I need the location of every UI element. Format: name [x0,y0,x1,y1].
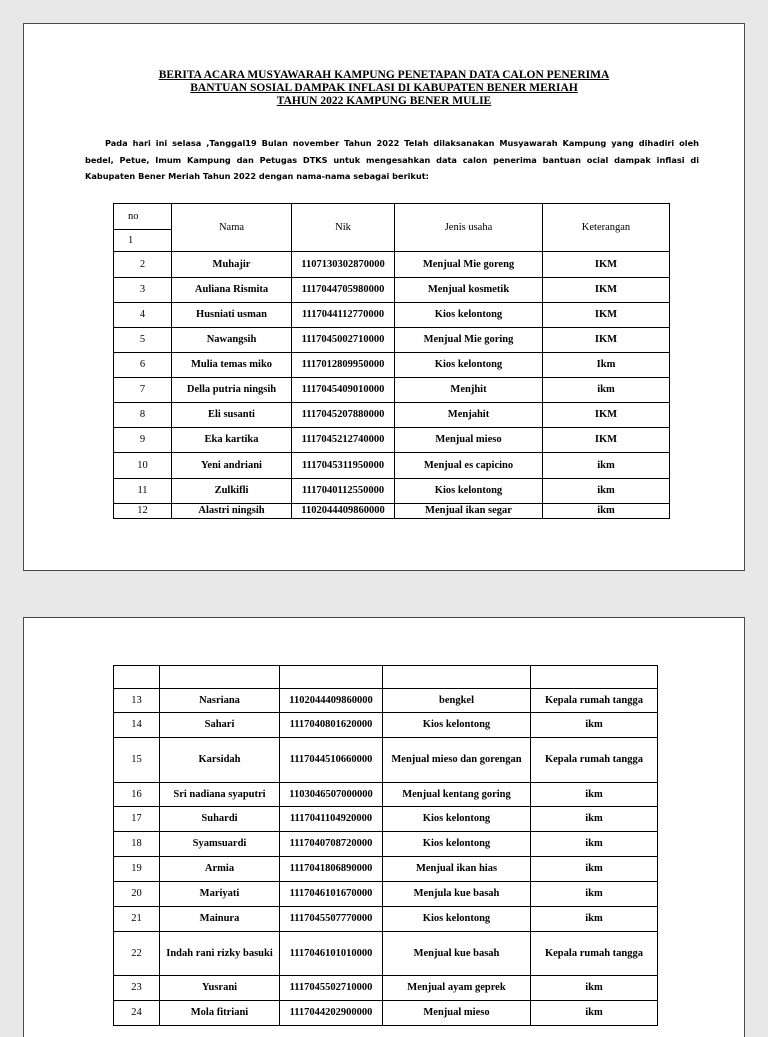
row-keterangan: ikm [543,479,670,504]
table-row [114,832,658,857]
header-jenis-usaha: Jenis usaha [395,204,543,252]
row-number: 1 [114,230,172,252]
row-keterangan: IKM [543,428,670,453]
row-keterangan: ikm [543,453,670,479]
row-keterangan: ikm [531,783,658,807]
row-nama: Eka kartika [172,428,292,453]
row-number: 16 [114,783,160,807]
row-jenis-usaha: Menjual es capicino [395,453,543,479]
blank-cell [160,666,280,689]
row-nama: Nawangsih [172,328,292,353]
row-number: 12 [114,504,172,519]
header-nama: Nama [172,204,292,252]
row-jenis-usaha: Menjula kue basah [383,882,531,907]
document-title [24,69,744,108]
table-row [114,252,670,278]
row-jenis-usaha: Menjual ayam geprek [383,976,531,1001]
row-nama: Armia [160,857,280,882]
row-keterangan: ikm [531,832,658,857]
row-nik: 1117045207880000 [292,403,395,428]
row-nik: 1117045002710000 [292,328,395,353]
row-number: 2 [114,252,172,278]
row-nik: 1117046101010000 [280,932,383,976]
row-number: 8 [114,403,172,428]
row-nama: Sri nadiana syaputri [160,783,280,807]
table-row [114,453,670,479]
table-row [114,328,670,353]
row-nik: 1117044202900000 [280,1001,383,1026]
title-line-3: TAHUN 2022 KAMPUNG BENER MULIE [276,95,492,107]
row-jenis-usaha: Menjual mieso [383,1001,531,1026]
row-jenis-usaha: Menjual kentang goring [383,783,531,807]
row-nik: 1102044409860000 [280,689,383,713]
row-jenis-usaha: Kios kelontong [383,832,531,857]
row-nama: Syamsuardi [160,832,280,857]
table-blank-header-row [114,666,658,689]
header-nik: Nik [292,204,395,252]
blank-cell [114,666,160,689]
row-number: 7 [114,378,172,403]
table-row [114,428,670,453]
table-row [114,1001,658,1026]
table-row [114,353,670,378]
header-keterangan: Keterangan [543,204,670,252]
row-nik: 1117045409010000 [292,378,395,403]
header-no: no [114,204,172,230]
row-keterangan: ikm [531,1001,658,1026]
row-nik: 1117044112770000 [292,303,395,328]
row-jenis-usaha: Kios kelontong [395,353,543,378]
row-jenis-usaha: bengkel [383,689,531,713]
row-nik: 1117041806890000 [280,857,383,882]
table-row [114,882,658,907]
row-jenis-usaha: Menjual ikan hias [383,857,531,882]
table-row [114,403,670,428]
row-number: 9 [114,428,172,453]
row-nik: 1117041104920000 [280,807,383,832]
document-page-2 [23,617,745,1037]
row-keterangan: IKM [543,328,670,353]
row-keterangan: ikm [543,378,670,403]
row-nama: Mainura [160,907,280,932]
row-keterangan: IKM [543,278,670,303]
title-line-1: BERITA ACARA MUSYAWARAH KAMPUNG PENETAPAN DATA CALON PENERIMA [158,69,610,81]
row-nik: 1117044510660000 [280,738,383,783]
row-nama: Auliana Rismita [172,278,292,303]
row-keterangan: IKM [543,252,670,278]
row-keterangan: IKM [543,303,670,328]
row-nik: 1117040112550000 [292,479,395,504]
row-keterangan: ikm [531,857,658,882]
row-nik: 1102044409860000 [292,504,395,519]
table-row [114,378,670,403]
row-number: 10 [114,453,172,479]
row-jenis-usaha: Menjual mieso [395,428,543,453]
blank-cell [280,666,383,689]
row-nama: Eli susanti [172,403,292,428]
table-row [114,303,670,328]
row-keterangan: Kepala rumah tangga [531,932,658,976]
row-nama: Indah rani rizky basuki [160,932,280,976]
document-page-1 [23,23,745,571]
row-number: 17 [114,807,160,832]
blank-cell [383,666,531,689]
row-jenis-usaha: Kios kelontong [383,713,531,738]
row-jenis-usaha: Menjual mieso dan gorengan [383,738,531,783]
row-nama: Zulkifli [172,479,292,504]
row-nama: Yeni andriani [172,453,292,479]
table-row [114,907,658,932]
row-nama: Karsidah [160,738,280,783]
recipient-table-1 [113,203,670,519]
table-row [114,713,658,738]
recipient-table-2 [113,665,658,1026]
row-keterangan: ikm [543,504,670,519]
row-nik: 1117045311950000 [292,453,395,479]
row-number: 14 [114,713,160,738]
table-row [114,932,658,976]
row-number: 3 [114,278,172,303]
row-number: 5 [114,328,172,353]
row-jenis-usaha: Menjual Mie goring [395,328,543,353]
row-nik: 1117045212740000 [292,428,395,453]
row-jenis-usaha: Kios kelontong [383,907,531,932]
row-jenis-usaha: Menjual ikan segar [395,504,543,519]
table-row [114,807,658,832]
row-number: 19 [114,857,160,882]
table-row [114,479,670,504]
row-number: 6 [114,353,172,378]
intro-paragraph: Pada hari ini selasa ,Tanggal19 Bulan november Tahun 2022 Telah dilaksanakan Musyawarah Kampung yang dihadiri oleh bedel, Petue, Imum Kampung dan Petugas DTKS untuk mengesahkan data calon penerima bantuan ocial dampak inflasi di Kabupaten Bener Meriah Tahun 2022 dengan nama-nama sebagai berikut: [85,138,699,181]
row-keterangan: ikm [531,807,658,832]
row-keterangan: ikm [531,976,658,1001]
table-row [114,278,670,303]
row-jenis-usaha: Menjual kue basah [383,932,531,976]
row-jenis-usaha: Kios kelontong [383,807,531,832]
row-nik: 1117040801620000 [280,713,383,738]
row-nik: 1117046101670000 [280,882,383,907]
row-keterangan: ikm [531,907,658,932]
row-nama: Muhajir [172,252,292,278]
row-nama: Mariyati [160,882,280,907]
row-jenis-usaha: Kios kelontong [395,303,543,328]
title-line-2: BANTUAN SOSIAL DAMPAK INFLASI DI KABUPATEN BENER MERIAH [190,82,578,94]
row-nama: Yusrani [160,976,280,1001]
row-jenis-usaha: Kios kelontong [395,479,543,504]
table-row [114,857,658,882]
table-row [114,689,658,713]
row-nik: 1103046507000000 [280,783,383,807]
row-number: 13 [114,689,160,713]
row-nama: Mulia temas miko [172,353,292,378]
row-number: 23 [114,976,160,1001]
row-number: 18 [114,832,160,857]
row-number: 15 [114,738,160,783]
row-number: 24 [114,1001,160,1026]
row-keterangan: ikm [531,882,658,907]
table-row [114,738,658,783]
table-row [114,504,670,519]
row-keterangan: ikm [531,713,658,738]
row-keterangan: Ikm [543,353,670,378]
row-jenis-usaha: Menjhit [395,378,543,403]
row-nik: 1117045502710000 [280,976,383,1001]
row-keterangan: Kepala rumah tangga [531,689,658,713]
row-nik: 1107130302870000 [292,252,395,278]
row-nama: Della putria ningsih [172,378,292,403]
row-nama: Sahari [160,713,280,738]
table-header-row [114,204,670,230]
row-nik: 1117044705980000 [292,278,395,303]
row-nama: Mola fitriani [160,1001,280,1026]
row-nama: Alastri ningsih [172,504,292,519]
row-nik: 1117012809950000 [292,353,395,378]
row-nama: Nasriana [160,689,280,713]
row-nik: 1117045507770000 [280,907,383,932]
row-nama: Husniati usman [172,303,292,328]
row-jenis-usaha: Menjual Mie goreng [395,252,543,278]
row-number: 20 [114,882,160,907]
table-row [114,976,658,1001]
row-jenis-usaha: Menjual kosmetik [395,278,543,303]
row-number: 22 [114,932,160,976]
table-row [114,783,658,807]
row-nik: 1117040708720000 [280,832,383,857]
blank-cell [531,666,658,689]
row-jenis-usaha: Menjahit [395,403,543,428]
row-nama: Suhardi [160,807,280,832]
row-number: 21 [114,907,160,932]
row-number: 11 [114,479,172,504]
row-keterangan: IKM [543,403,670,428]
row-keterangan: Kepala rumah tangga [531,738,658,783]
row-number: 4 [114,303,172,328]
